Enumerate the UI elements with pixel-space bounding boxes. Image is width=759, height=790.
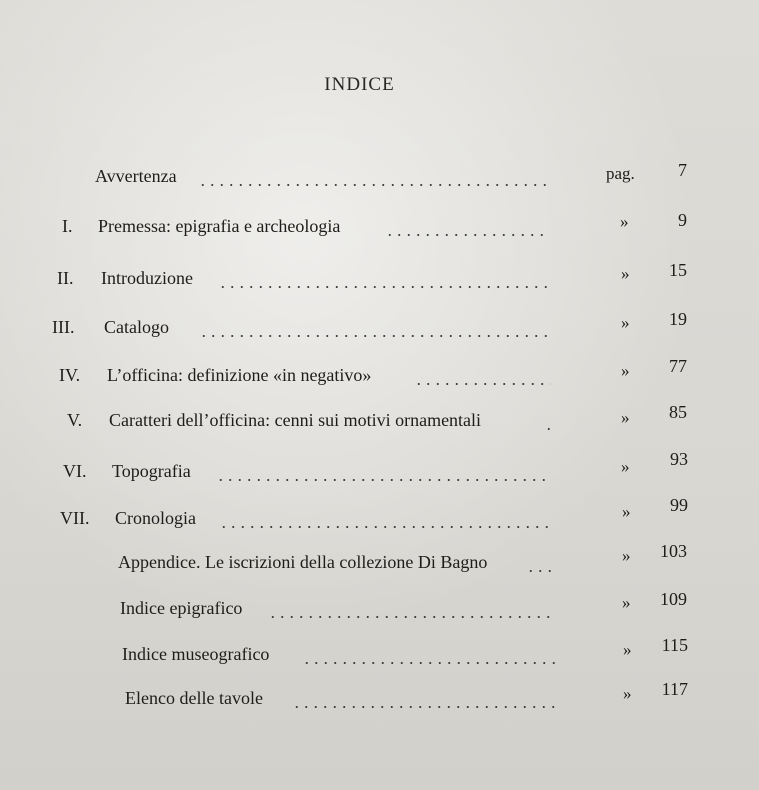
dot-leader bbox=[216, 479, 552, 481]
dot-leader bbox=[385, 234, 550, 236]
toc-entry-number: III. bbox=[52, 317, 75, 337]
toc-entry-label: Avvertenza bbox=[95, 166, 177, 186]
same-mark: » bbox=[623, 640, 632, 659]
page-title: INDICE bbox=[324, 74, 395, 95]
toc-entry-number: VI. bbox=[63, 461, 87, 481]
dot-leader bbox=[414, 383, 551, 385]
toc-entry-number: II. bbox=[57, 268, 74, 288]
toc-entry-number: V. bbox=[67, 410, 83, 430]
toc-entry-page: 117 bbox=[661, 679, 688, 699]
toc-entry-introduzione[interactable] bbox=[0, 260, 759, 296]
toc-entry-elenco-tavole[interactable] bbox=[0, 679, 759, 716]
toc-entry-label: Cronologia bbox=[115, 508, 196, 528]
same-mark: » bbox=[621, 264, 630, 283]
toc-entry-label: Appendice. Le iscrizioni della collezione Di Bagno bbox=[118, 552, 488, 572]
toc-entry-page: 93 bbox=[670, 449, 688, 469]
toc-entry-label: Catalogo bbox=[104, 317, 169, 337]
toc-entry-label: Elenco delle tavole bbox=[125, 688, 263, 708]
dot-leader bbox=[292, 706, 556, 708]
toc-entry-page: 109 bbox=[660, 589, 687, 609]
toc-entry-label: Premessa: epigrafia e archeologia bbox=[98, 216, 341, 236]
toc-entry-caratteri[interactable] bbox=[0, 402, 759, 438]
dot-leader bbox=[198, 184, 550, 186]
toc-entry-label: Indice museografico bbox=[122, 644, 270, 664]
toc-entry-page: 9 bbox=[678, 210, 687, 230]
toc-entry-label: Topografia bbox=[112, 461, 191, 481]
toc-entry-indice-museografico[interactable] bbox=[0, 635, 759, 672]
dot-leader bbox=[302, 662, 556, 664]
same-mark: » bbox=[620, 212, 629, 231]
toc-entry-label: Introduzione bbox=[101, 268, 193, 288]
dot-leader bbox=[544, 428, 553, 430]
toc-entry-page: 115 bbox=[661, 635, 688, 655]
same-mark: » bbox=[621, 313, 630, 332]
toc-entry-appendice[interactable] bbox=[0, 541, 759, 580]
toc-entry-number: IV. bbox=[59, 365, 81, 385]
toc-entry-page: 99 bbox=[670, 495, 688, 515]
same-mark: » bbox=[621, 457, 630, 476]
same-mark: » bbox=[622, 502, 631, 521]
toc-entry-page: 19 bbox=[669, 309, 687, 329]
toc-entry-topografia[interactable] bbox=[0, 449, 759, 489]
dot-leader bbox=[199, 335, 551, 337]
toc-entry-avvertenza[interactable] bbox=[0, 160, 759, 194]
toc-entry-number: I. bbox=[62, 216, 73, 236]
same-mark: » bbox=[621, 408, 630, 427]
toc-entry-catalogo[interactable] bbox=[0, 309, 759, 345]
toc-entry-page: 103 bbox=[660, 541, 687, 561]
dot-leader bbox=[268, 616, 554, 618]
toc-entry-page: 85 bbox=[669, 402, 687, 422]
pag-label: pag. bbox=[606, 164, 635, 183]
toc-entry-premessa[interactable] bbox=[0, 210, 759, 244]
same-mark: » bbox=[622, 546, 631, 565]
toc-entry-page: 7 bbox=[678, 160, 687, 180]
same-mark: » bbox=[622, 593, 631, 612]
toc-entry-cronologia[interactable] bbox=[0, 495, 759, 536]
toc-entry-indice-epigrafico[interactable] bbox=[0, 589, 759, 626]
same-mark: » bbox=[621, 361, 630, 380]
toc-entry-officina[interactable] bbox=[0, 356, 759, 393]
dot-leader bbox=[219, 526, 553, 528]
dot-leader bbox=[526, 570, 554, 572]
toc-entry-label: Caratteri dell’officina: cenni sui motivi ornamentali bbox=[109, 410, 482, 430]
toc-entry-label: Indice epigrafico bbox=[120, 598, 243, 618]
toc-entry-number: VII. bbox=[60, 508, 90, 528]
toc-entry-page: 15 bbox=[669, 260, 687, 280]
toc-entry-page: 77 bbox=[669, 356, 687, 376]
dot-leader bbox=[218, 286, 551, 288]
same-mark: » bbox=[623, 684, 632, 703]
toc-entry-label: L’officina: definizione «in negativo» bbox=[107, 365, 372, 385]
